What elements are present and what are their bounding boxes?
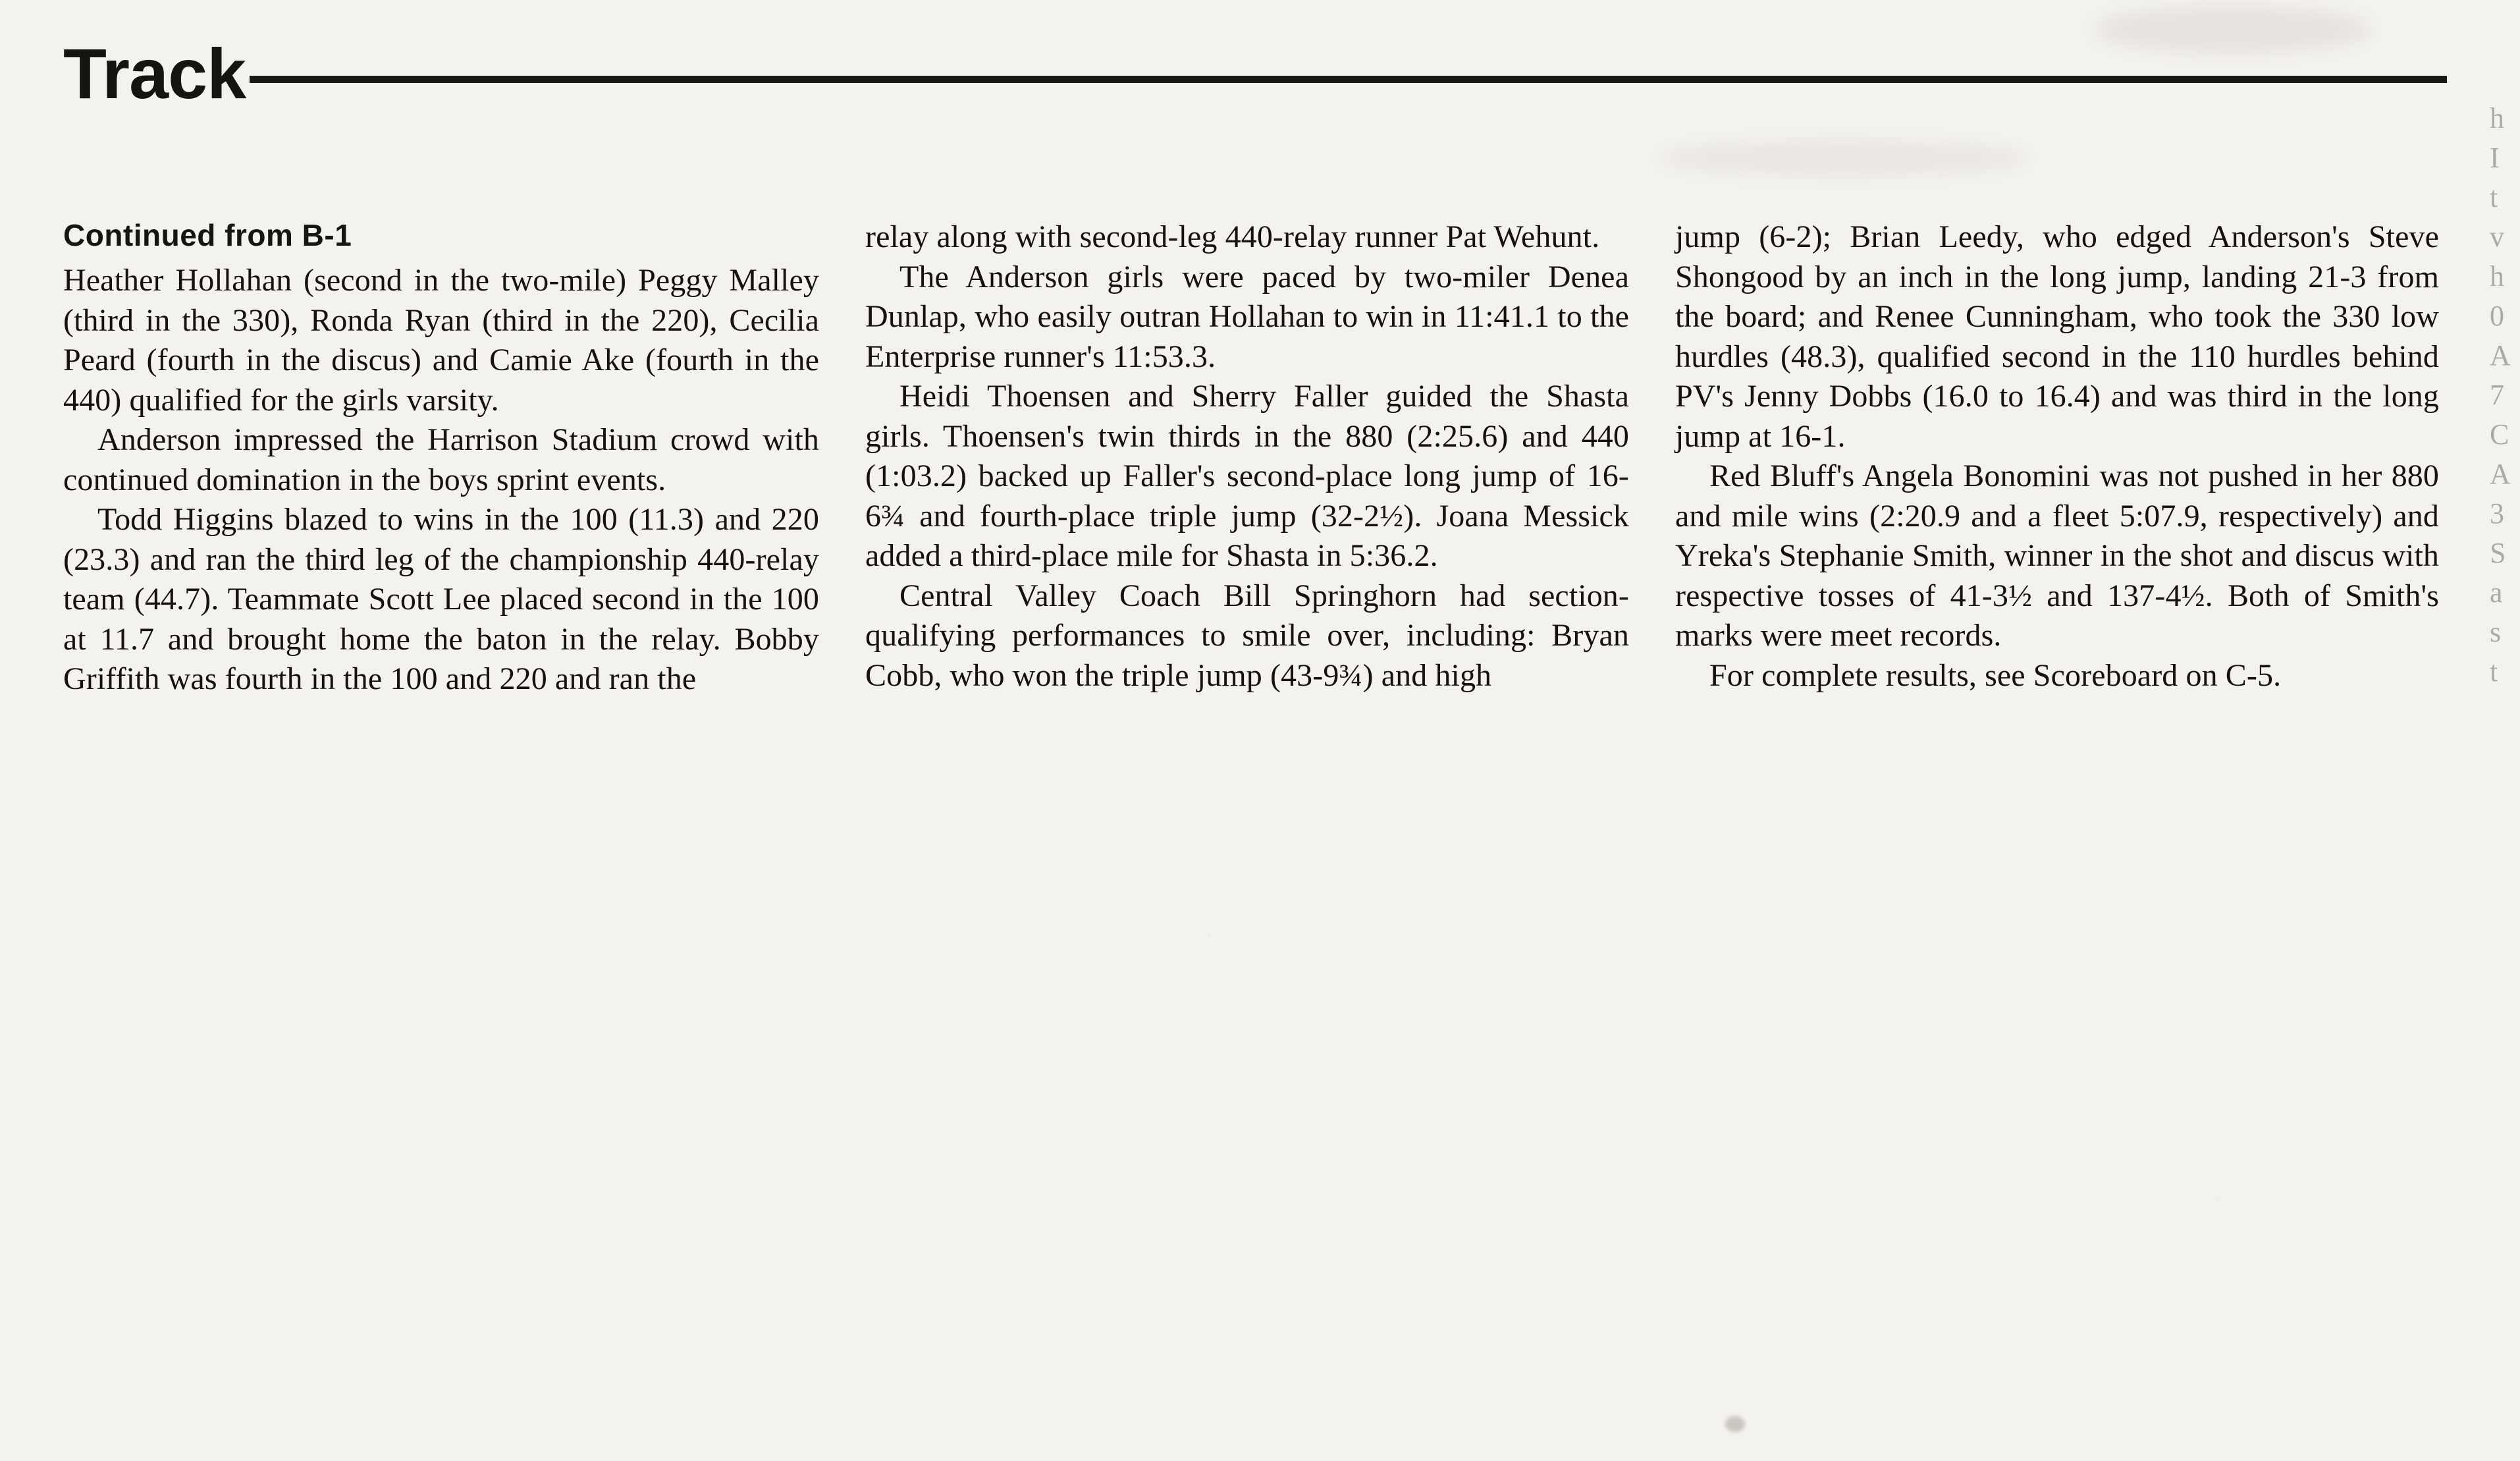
article-column-3: [1675, 217, 2479, 700]
paper-smudge: [1659, 142, 2028, 175]
article-columns: [63, 217, 2500, 700]
paragraph: Todd Higgins blazed to wins in the 100 (11.3) and 220 (23.3) and ran the third leg of the championship 440-relay team (44.7). Teammate Scott Lee placed second in the 100 at 11.7 and brought home the baton in the relay. Bobby Griffith was fourth in the 100 and 220 and ran the: [63, 502, 819, 696]
bleed-line: A: [2490, 339, 2511, 372]
paragraph: Red Bluff's Angela Bonomini was not pushed in her 880 and mile wins (2:20.9 and a fleet 5:07.9, respectively) and Yreka's Stephanie Smith, winner in the shot and discus with respective tosses of 41-3½ and 137-4½. Both of Smith's marks were meet records.: [1675, 458, 2439, 653]
bleed-line: 7: [2490, 379, 2504, 411]
paragraph: Central Valley Coach Bill Springhorn had section-qualifying performances to smile over, including: Bryan Cobb, who won the triple jump (43-9¾) and high: [865, 578, 1629, 693]
paragraph: Heidi Thoensen and Sherry Faller guided the Shasta girls. Thoensen's twin thirds in the 880 (2:25.6) and 440 (1:03.2) backed up Faller's second-place long jump of 16-6¾ and fourth-place triple jump (32-2½). Joana Messick added a third-place mile for Shasta in 5:36.2.: [865, 379, 1629, 573]
bleed-line: t: [2490, 655, 2498, 688]
paragraph: The Anderson girls were paced by two-miler Denea Dunlap, who easily outran Hollahan to win in 11:41.1 to the Enterprise runner's 11:53.3.: [865, 259, 1629, 374]
bleed-line: C: [2490, 418, 2509, 451]
paper-speck: [1725, 1416, 1745, 1432]
bleed-line: A: [2490, 458, 2511, 490]
paragraph: Anderson impressed the Harrison Stadium crowd with continued domination in the boys sprint events.: [63, 422, 819, 497]
page-title: Track: [63, 34, 246, 113]
bleed-line: S: [2490, 537, 2506, 569]
paragraph: jump (6-2); Brian Leedy, who edged Anderson's Steve Shongood by an inch in the long jump, landing 21-3 from the board; and Renee Cunningham, who took the 330 low hurdles (48.3), qualified second in the 110 hurdles behind PV's Jenny Dobbs (16.0 to 16.4) and was third in the long jump at 16-1.: [1675, 219, 2439, 454]
bleed-line: I: [2490, 142, 2500, 174]
bleed-line: t: [2490, 181, 2498, 213]
bleed-line: a: [2490, 576, 2503, 609]
bleed-line: s: [2490, 616, 2502, 648]
article-column-1: [63, 217, 865, 700]
bleed-line: h: [2490, 260, 2504, 292]
masthead-rule: [250, 76, 2447, 83]
bleed-line: 0: [2490, 300, 2504, 332]
bleed-line: v: [2490, 221, 2504, 253]
article-column-2: [865, 217, 1675, 700]
continued-from-kicker: Continued from B-1: [63, 218, 352, 252]
bleed-line: 3: [2490, 497, 2504, 530]
section-masthead: [63, 34, 2447, 113]
adjacent-column-bleed: [2490, 0, 2520, 1461]
paragraph: For complete results, see Scoreboard on C-5.: [1709, 657, 2282, 693]
paragraph: Heather Hollahan (second in the two-mile) Peggy Malley (third in the 330), Ronda Ryan (third in the 220), Cecilia Peard (fourth in the discus) and Camie Ake (fourth in the 440) qualified for the girls varsity.: [63, 263, 819, 418]
paragraph: relay along with second-leg 440-relay runner Pat Wehunt.: [865, 219, 1600, 254]
bleed-line: h: [2490, 102, 2504, 134]
